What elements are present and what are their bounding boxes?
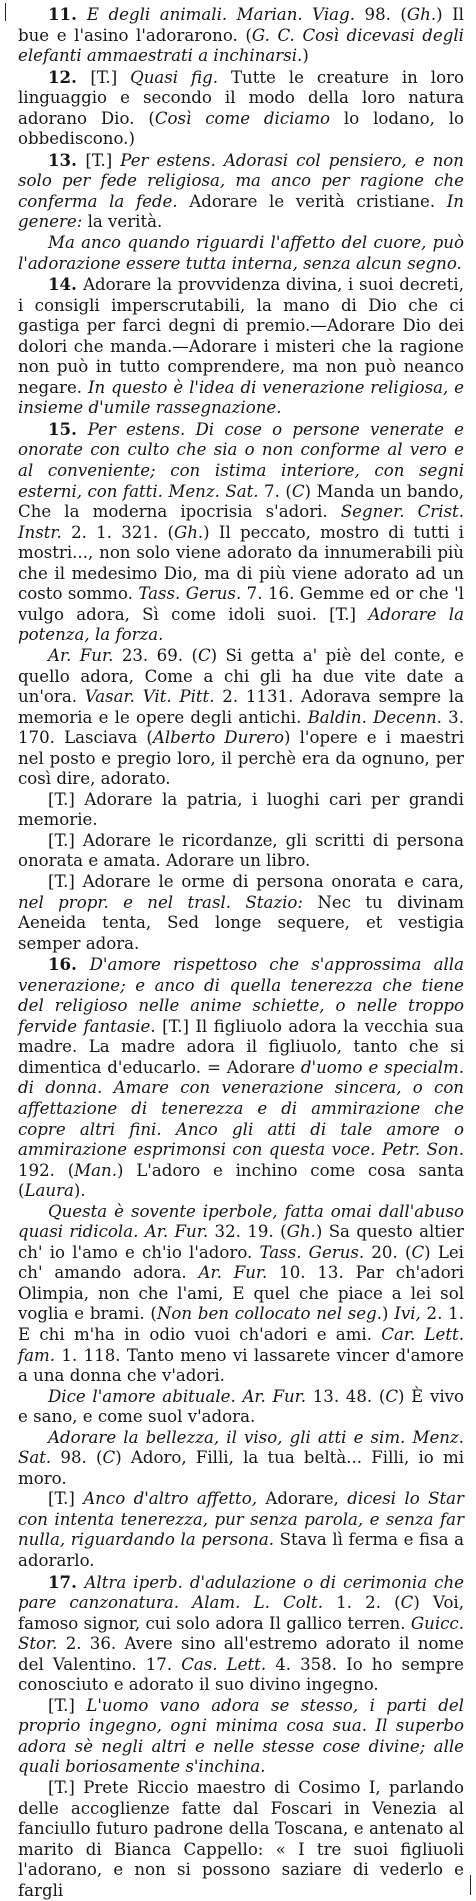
- text-run: 23. 69. (: [113, 645, 198, 665]
- text-run: ) Manda un bando, Che la moderna ipocrisia s'adori.: [18, 481, 464, 522]
- text-run: 1. 2. (: [323, 1593, 401, 1613]
- italic-text: Gh.: [406, 5, 437, 24]
- italic-text: C: [385, 1386, 399, 1406]
- sense-number: 11.: [48, 4, 87, 24]
- italic-text: Adorare la potenza, la forza.: [18, 604, 464, 645]
- text-run: Stava lì ferma e fisa a adorarlo.: [18, 1530, 464, 1571]
- text-run: ) Voi, famoso signor, cui solo adora Il gallico terren.: [18, 1593, 465, 1633]
- text-run: [T.]: [85, 150, 121, 170]
- italic-text: Non ben collocato nel seg.: [156, 1304, 383, 1324]
- sense-number: 14.: [48, 274, 84, 295]
- text-run: [T.] Adorare le orme di persona onorata e cara,: [48, 871, 464, 891]
- italic-text: Così come diciamo: [154, 108, 331, 128]
- italic-text: Baldin. Decenn.: [307, 707, 442, 727]
- paragraph: [18, 150, 464, 233]
- paragraph: [18, 831, 464, 872]
- text-run: ): [302, 46, 309, 66]
- sense-number: 15.: [48, 418, 88, 439]
- italic-text: Ma anco quando riguardi l'affetto del cuore, può l'adorazione essere tutta interna, senza alcun segno.: [18, 233, 464, 273]
- paragraph: [18, 790, 464, 831]
- paragraph: [18, 954, 464, 1202]
- text-run: [T.] Il figliuolo adora la vecchia sua madre. La madre adora il figliuolo, tanto che si dimentica d'educarlo. = Adorare: [18, 1016, 464, 1077]
- text-run: ) L'adoro e inchino come cosa santa (: [18, 1160, 464, 1201]
- text-run: ) Il bue e l'asino l'adorarono. (: [18, 5, 464, 45]
- italic-text: Dice l'amore abituale. Ar. Fur.: [48, 1386, 307, 1406]
- text-run: Nec tu divinam Aeneida tenta, Sed longe sequere, et vestigia semper adora.: [18, 892, 464, 953]
- text-run: Adorare,: [257, 1489, 348, 1509]
- text-run: ) Il peccato, mostro di tutti i mostri..., non solo viene adorato da innumerabili più che il medesimo Dio, ma di più viene adorato ad un costo sommo.: [18, 522, 464, 604]
- text-run: 98. (: [364, 5, 407, 24]
- sense-number: 12.: [48, 66, 91, 87]
- sense-number: 13.: [48, 149, 86, 170]
- paragraph: [18, 1696, 464, 1778]
- text-run: 7. (: [258, 481, 292, 501]
- italic-text: Segner. Crist. Instr.: [18, 502, 464, 542]
- italic-text: Alberto Durero: [152, 728, 284, 748]
- italic-text: Tass. Gerus.: [259, 1242, 365, 1262]
- italic-text: C: [291, 481, 305, 501]
- text-run: ).: [73, 1181, 86, 1201]
- paragraph: [18, 1202, 464, 1387]
- italic-text: C: [400, 1593, 414, 1613]
- paragraph: [18, 419, 464, 646]
- italic-text: Vasar. Vit. Pitt.: [84, 687, 215, 707]
- column-rule-top: [5, 3, 6, 21]
- text-run: la verità.: [82, 212, 163, 232]
- italic-text: Ar. Fur.: [198, 1263, 268, 1283]
- text-run: 4. 358. Io ho sempre conosciuto e adorato il suo divino ingegno.: [18, 1654, 464, 1695]
- paragraph: [18, 233, 464, 274]
- italic-text: E degli animali. Marian. Viag.: [86, 5, 365, 24]
- text-run: [T.]: [90, 67, 131, 87]
- text-run: ) Sa questo altier ch' io l'amo e ch'io l'adoro.: [18, 1222, 464, 1262]
- text-run: ) Lei ch' amando adora.: [18, 1242, 464, 1283]
- italic-text: Gh.: [286, 1222, 316, 1242]
- paragraph: [18, 872, 464, 954]
- sense-number: 16.: [48, 954, 90, 975]
- paragraph: [18, 1387, 464, 1428]
- text-run: lo lodano, lo obbediscono.): [18, 108, 465, 149]
- italic-text: Laura: [24, 1181, 74, 1201]
- text-run: 7. 16. Gemme ed or che 'l vulgo adora, Sì come idoli suoi. [T.]: [18, 584, 464, 624]
- paragraph: [18, 1778, 464, 1901]
- italic-text: Anco d'altro affetto,: [83, 1489, 257, 1509]
- text-run: 20. (: [364, 1242, 412, 1262]
- text-run: ) Si getta a' piè del conte, e quello adora, Come a chi gli ha due vite date a un'ora.: [18, 645, 464, 707]
- italic-text: Altra iperb. d'adulazione o di cerimonia che pare canzonatura. Alam. L. Colt.: [18, 1572, 464, 1613]
- text-run: 10. 13. Par ch'adori Olimpia, non che l'ami, E quel che piace a lei sol voglia e brami. (: [18, 1263, 464, 1324]
- sense-number: 17.: [48, 1571, 85, 1592]
- text-run: [T.] Prete Riccio maestro di Cosimo I, parlando delle accoglienze fatte dal Foscari in Venezia al fanciullo futuro padrone della Toscana, e antenato al marito di Bianca Cappello: « I tre suoi figliuoli l'adorano, e non si possono saziare di vederlo e fargli: [18, 1778, 464, 1900]
- italic-text: Questa è sovente iperbole, fatta omai dall'abuso quasi ridicola. Ar. Fur.: [18, 1201, 464, 1242]
- text-run: [T.]: [48, 1695, 87, 1715]
- text-run: 32. 19. (: [208, 1222, 287, 1242]
- paragraph: [18, 1428, 464, 1490]
- italic-text: Car. Lett. fam.: [18, 1325, 464, 1365]
- italic-text: Per estens. Di cose o persone venerate e onorate con culto che sia o non conforme al vero e al conveniente; con istima interiore, con segni esterni, con fatti. Menz. Sat.: [18, 419, 464, 501]
- text-run: 13. 48. (: [306, 1386, 386, 1406]
- italic-text: L'uomo vano adora se stesso, i parti del proprio ingegno, ogni minima cosa sua. Il superbo adora sè negli altri e nelle stesse cose divine; alle quali boriosamente s'inchina.: [18, 1695, 464, 1777]
- text-run: 3. 170. Lasciava (: [18, 707, 465, 748]
- italic-text: Guicc. Stor.: [18, 1613, 464, 1654]
- paragraph: [18, 1489, 464, 1571]
- text-run: Tutte le creature in loro linguaggio e secondo il modo della loro natura adorano Dio. (: [18, 67, 464, 128]
- text-run: [T.] Adorare la patria, i luoghi cari per grandi memorie.: [18, 789, 464, 830]
- column-rule-bottom: [470, 1875, 471, 1895]
- paragraph: [18, 646, 464, 790]
- italic-text: Cas. Lett.: [181, 1654, 267, 1674]
- italic-text: C: [197, 645, 211, 665]
- italic-text: Tass. Gerus.: [138, 584, 242, 604]
- text-run: [T.]: [48, 1489, 84, 1509]
- italic-text: Gh.: [173, 522, 204, 542]
- italic-text: C: [102, 1448, 116, 1468]
- italic-text: In genere:: [18, 191, 464, 232]
- text-run: [T.] Adorare le ricordanze, gli scritti di persona onorata e amata. Adorare un libro.: [18, 830, 464, 871]
- paragraph: [18, 67, 464, 150]
- italic-text: Per estens. Adorasi col pensiero, e non solo per fede religiosa, ma anco per ragione che conferma la fede.: [18, 150, 464, 211]
- dictionary-entry-text: [18, 4, 464, 1901]
- italic-text: In questo è l'idea di venerazione religiosa, e insieme d'umile rassegnazione.: [18, 377, 465, 418]
- text-run: ): [382, 1304, 395, 1324]
- italic-text: Ivi,: [394, 1304, 421, 1324]
- text-run: 2. 1. 321. (: [61, 522, 174, 542]
- italic-text: D'amore rispettoso che s'approssima alla venerazione; e anco di quella tenerezza che tiene del religioso nelle anime schiette, o nelle troppo fervide fantasie.: [18, 955, 465, 1036]
- paragraph: [18, 1572, 464, 1696]
- italic-text: G. C. Così dicevasi degli elefanti ammaestrati a inchinarsi.: [18, 25, 464, 66]
- italic-text: Adorare la bellezza, il viso, gli atti e sim. Menz. Sat.: [18, 1427, 464, 1468]
- italic-text: nel propr. e nel trasl. Stazio:: [18, 892, 303, 912]
- italic-text: Quasi fig.: [130, 67, 231, 87]
- text-run: ) l'opere e i maestri nel posto e pregio loro, il perchè era da ognuno, per così dire, adorato.: [18, 728, 465, 789]
- text-run: ) È vivo e sano, e come suol v'adora.: [18, 1386, 464, 1427]
- text-run: 192. (: [18, 1160, 75, 1180]
- paragraph: [18, 274, 464, 419]
- text-run: ) Adoro, Filli, la tua beltà... Filli, io mi moro.: [18, 1448, 464, 1488]
- italic-text: dicesi lo Star con intenta tenerezza, pur senza parola, e senza far nulla, riguardando la persona.: [18, 1489, 464, 1550]
- text-run: 98. (: [51, 1448, 103, 1468]
- text-run: Adorare la provvidenza divina, i suoi decreti, i consigli imperscrutabili, la mano di Dio che ci gastiga per farci degni di premio.—Adorare Dio dei dolori che manda.—Adorare i misteri che la ragione non può in tutto comprendere, ma non può neanco negare.: [18, 275, 464, 397]
- italic-text: d'uomo e specialm. di donna. Amare con venerazione sincera, o con affettazione di tenerezza e di ammirazione che copre altri fini. Anco gli atti di tale amore o ammirazione esprimonsi con questa voce. Petr. Son.: [18, 1057, 464, 1160]
- text-run: 2. 1. E chi m'ha in odio vuoi ch'adori e ami.: [18, 1304, 464, 1344]
- italic-text: C: [411, 1242, 425, 1262]
- text-run: 2. 36. Avere sino all'estremo adorato il nome del Valentino. 17.: [18, 1634, 464, 1674]
- paragraph: [18, 4, 464, 67]
- text-run: 1. 118. Tanto meno vi lassarete vincer d'amore a una donna che v'adori.: [18, 1345, 464, 1386]
- italic-text: Ar. Fur.: [48, 645, 114, 665]
- text-run: Adorare le verità cristiane.: [177, 191, 447, 211]
- italic-text: Man.: [74, 1160, 118, 1180]
- text-run: 2. 1131. Adorava sempre la memoria e le opere degli antichi.: [18, 687, 464, 727]
